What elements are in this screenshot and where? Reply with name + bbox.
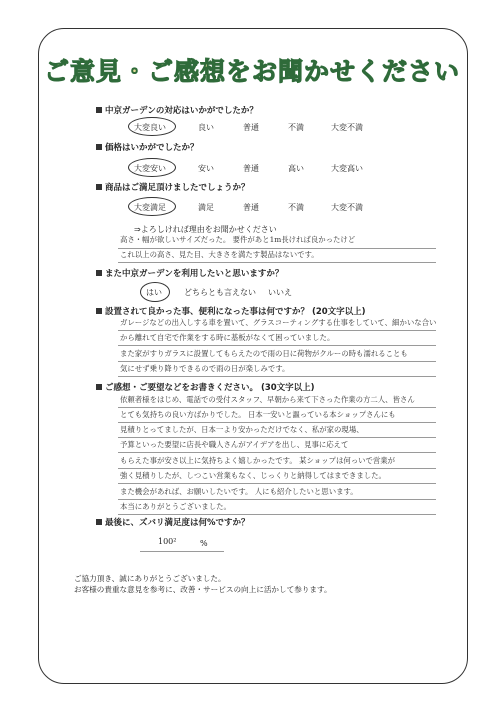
question-product (96, 181, 250, 193)
question-benefit-label: 設置されて良かった事、便利になった事は何ですか？ (20文字以上) (105, 307, 366, 317)
bullet-square-icon (96, 144, 102, 150)
q4-option-2[interactable]: どちらとも言えない (184, 288, 256, 297)
bullet-square-icon (96, 384, 102, 390)
q3-option-3[interactable]: 普通 (243, 203, 259, 212)
q1-option-4[interactable]: 不満 (288, 123, 304, 132)
q1-option-2[interactable]: 良い (198, 123, 214, 132)
benefit-line: から離れて自宅で作業をする時に基板がなくて困っていました。 (120, 333, 335, 342)
reason-line: 高さ・幅が欲しいサイズだった。 要件があと1m長ければ良かったけど (120, 235, 356, 244)
thanks-message: ご協力頂き、誠にありがとうございました。 (74, 574, 226, 583)
bullet-square-icon (96, 107, 102, 113)
q4-option-1[interactable]: はい (146, 288, 162, 297)
answer-line (118, 345, 436, 346)
bullet-square-icon (96, 270, 102, 276)
q1-option-3[interactable]: 普通 (243, 123, 259, 132)
answer-line (118, 376, 436, 377)
survey-title: ご意見・ご感想をお聞かせください (43, 57, 460, 86)
comment-line: 本当にありがとうございました。 (120, 502, 231, 511)
q2-option-3[interactable]: 普通 (243, 164, 259, 173)
question-service-label: 中京ガーデンの対応はいかがでしたか？ (105, 106, 258, 116)
benefit-line: 気にせず乗り降りできるので雨の日が楽しみです。 (120, 364, 290, 373)
bullet-square-icon (96, 308, 102, 314)
comment-line: 予算といった要望に店長や職人さんがアイデアを出し、見事に応えて (120, 440, 349, 449)
q2-option-1[interactable]: 大変安い (134, 164, 166, 173)
bullet-square-icon (96, 519, 102, 525)
q3-option-1[interactable]: 大変満足 (134, 203, 166, 212)
selected-mark-circle (128, 117, 176, 136)
reason-line: これ以上の高さ、見た目、大きさを満たす製品はないです。 (120, 250, 319, 259)
q1-option-5[interactable]: 大変不満 (331, 123, 363, 132)
comment-line: 強く見積りしたが、しつこい営業もなく、じっくりと納得してはまできました。 (120, 471, 386, 480)
question-product-label: 商品はご満足頂けましたでしょうか？ (105, 183, 250, 193)
bullet-square-icon (96, 184, 102, 190)
q3-option-2[interactable]: 満足 (198, 203, 214, 212)
comment-line: 見積りとってましたが、日本一より安かっただけでなく、私が家の現場、 (120, 425, 364, 434)
q3-option-5[interactable]: 大変不満 (331, 203, 363, 212)
question-reuse-label: また中京ガーデンを利用したいと思いますか？ (105, 269, 284, 279)
q1-option-1[interactable]: 大変良い (134, 123, 166, 132)
question-price-label: 価格はいかがでしたか？ (105, 143, 199, 153)
answer-line (118, 514, 436, 515)
reason-prompt: ⇒よろしければ理由をお聞かせください (134, 225, 277, 234)
comment-line: また機会があれば、お願いしたいです。 人にも紹介したいと思います。 (120, 487, 358, 496)
benefit-line: ガレージなどの出入しする車を置いて、グラスコーティングする仕事をしていて、細かいな合い (120, 318, 437, 327)
selected-mark-circle (128, 197, 176, 216)
q2-option-4[interactable]: 高い (288, 164, 304, 173)
q3-option-4[interactable]: 不満 (288, 203, 304, 212)
question-reuse (96, 267, 283, 279)
comment-line: とても気持ちの良い方ばかりでした。 日本一安いと謳っている本ショップさんにも (120, 410, 396, 419)
satisfaction-unit: % (200, 539, 208, 548)
question-comments-label: ご感想・ご要望などをお書きください。 (30文字以上) (105, 383, 315, 393)
selected-mark-circle (140, 282, 170, 302)
improvement-message: お客様の貴重な意見を参考に、改善・サービスの向上に活かして参ります。 (74, 585, 332, 594)
answer-line (118, 452, 436, 453)
q2-option-5[interactable]: 大変高い (331, 164, 363, 173)
question-comments (96, 381, 315, 393)
question-price (96, 141, 199, 153)
selected-mark-circle (128, 158, 176, 177)
question-satisfaction (96, 516, 250, 528)
question-satisfaction-label: 最後に、ズバリ満足度は何%ですか？ (105, 518, 250, 528)
answer-line (118, 262, 436, 263)
satisfaction-line (140, 551, 224, 552)
comment-line: 依頼者様をはじめ、電話での受付スタッフ、早朝から来て下さった作業の方二人、皆さん (120, 395, 415, 404)
satisfaction-value[interactable]: 100² (158, 537, 177, 546)
question-service (96, 104, 258, 116)
answer-line (118, 483, 436, 484)
comment-line: もらえた事が安さ以上に気持ちよく嬉しかったです。 某ショップは何っいで営業が (120, 456, 396, 465)
q4-option-3[interactable]: いいえ (268, 288, 292, 297)
benefit-line: また家がすりガラスに設置してもらえたので雨の日に荷物がクルーの時も濡れることも (120, 349, 408, 358)
q2-option-2[interactable]: 安い (198, 164, 214, 173)
